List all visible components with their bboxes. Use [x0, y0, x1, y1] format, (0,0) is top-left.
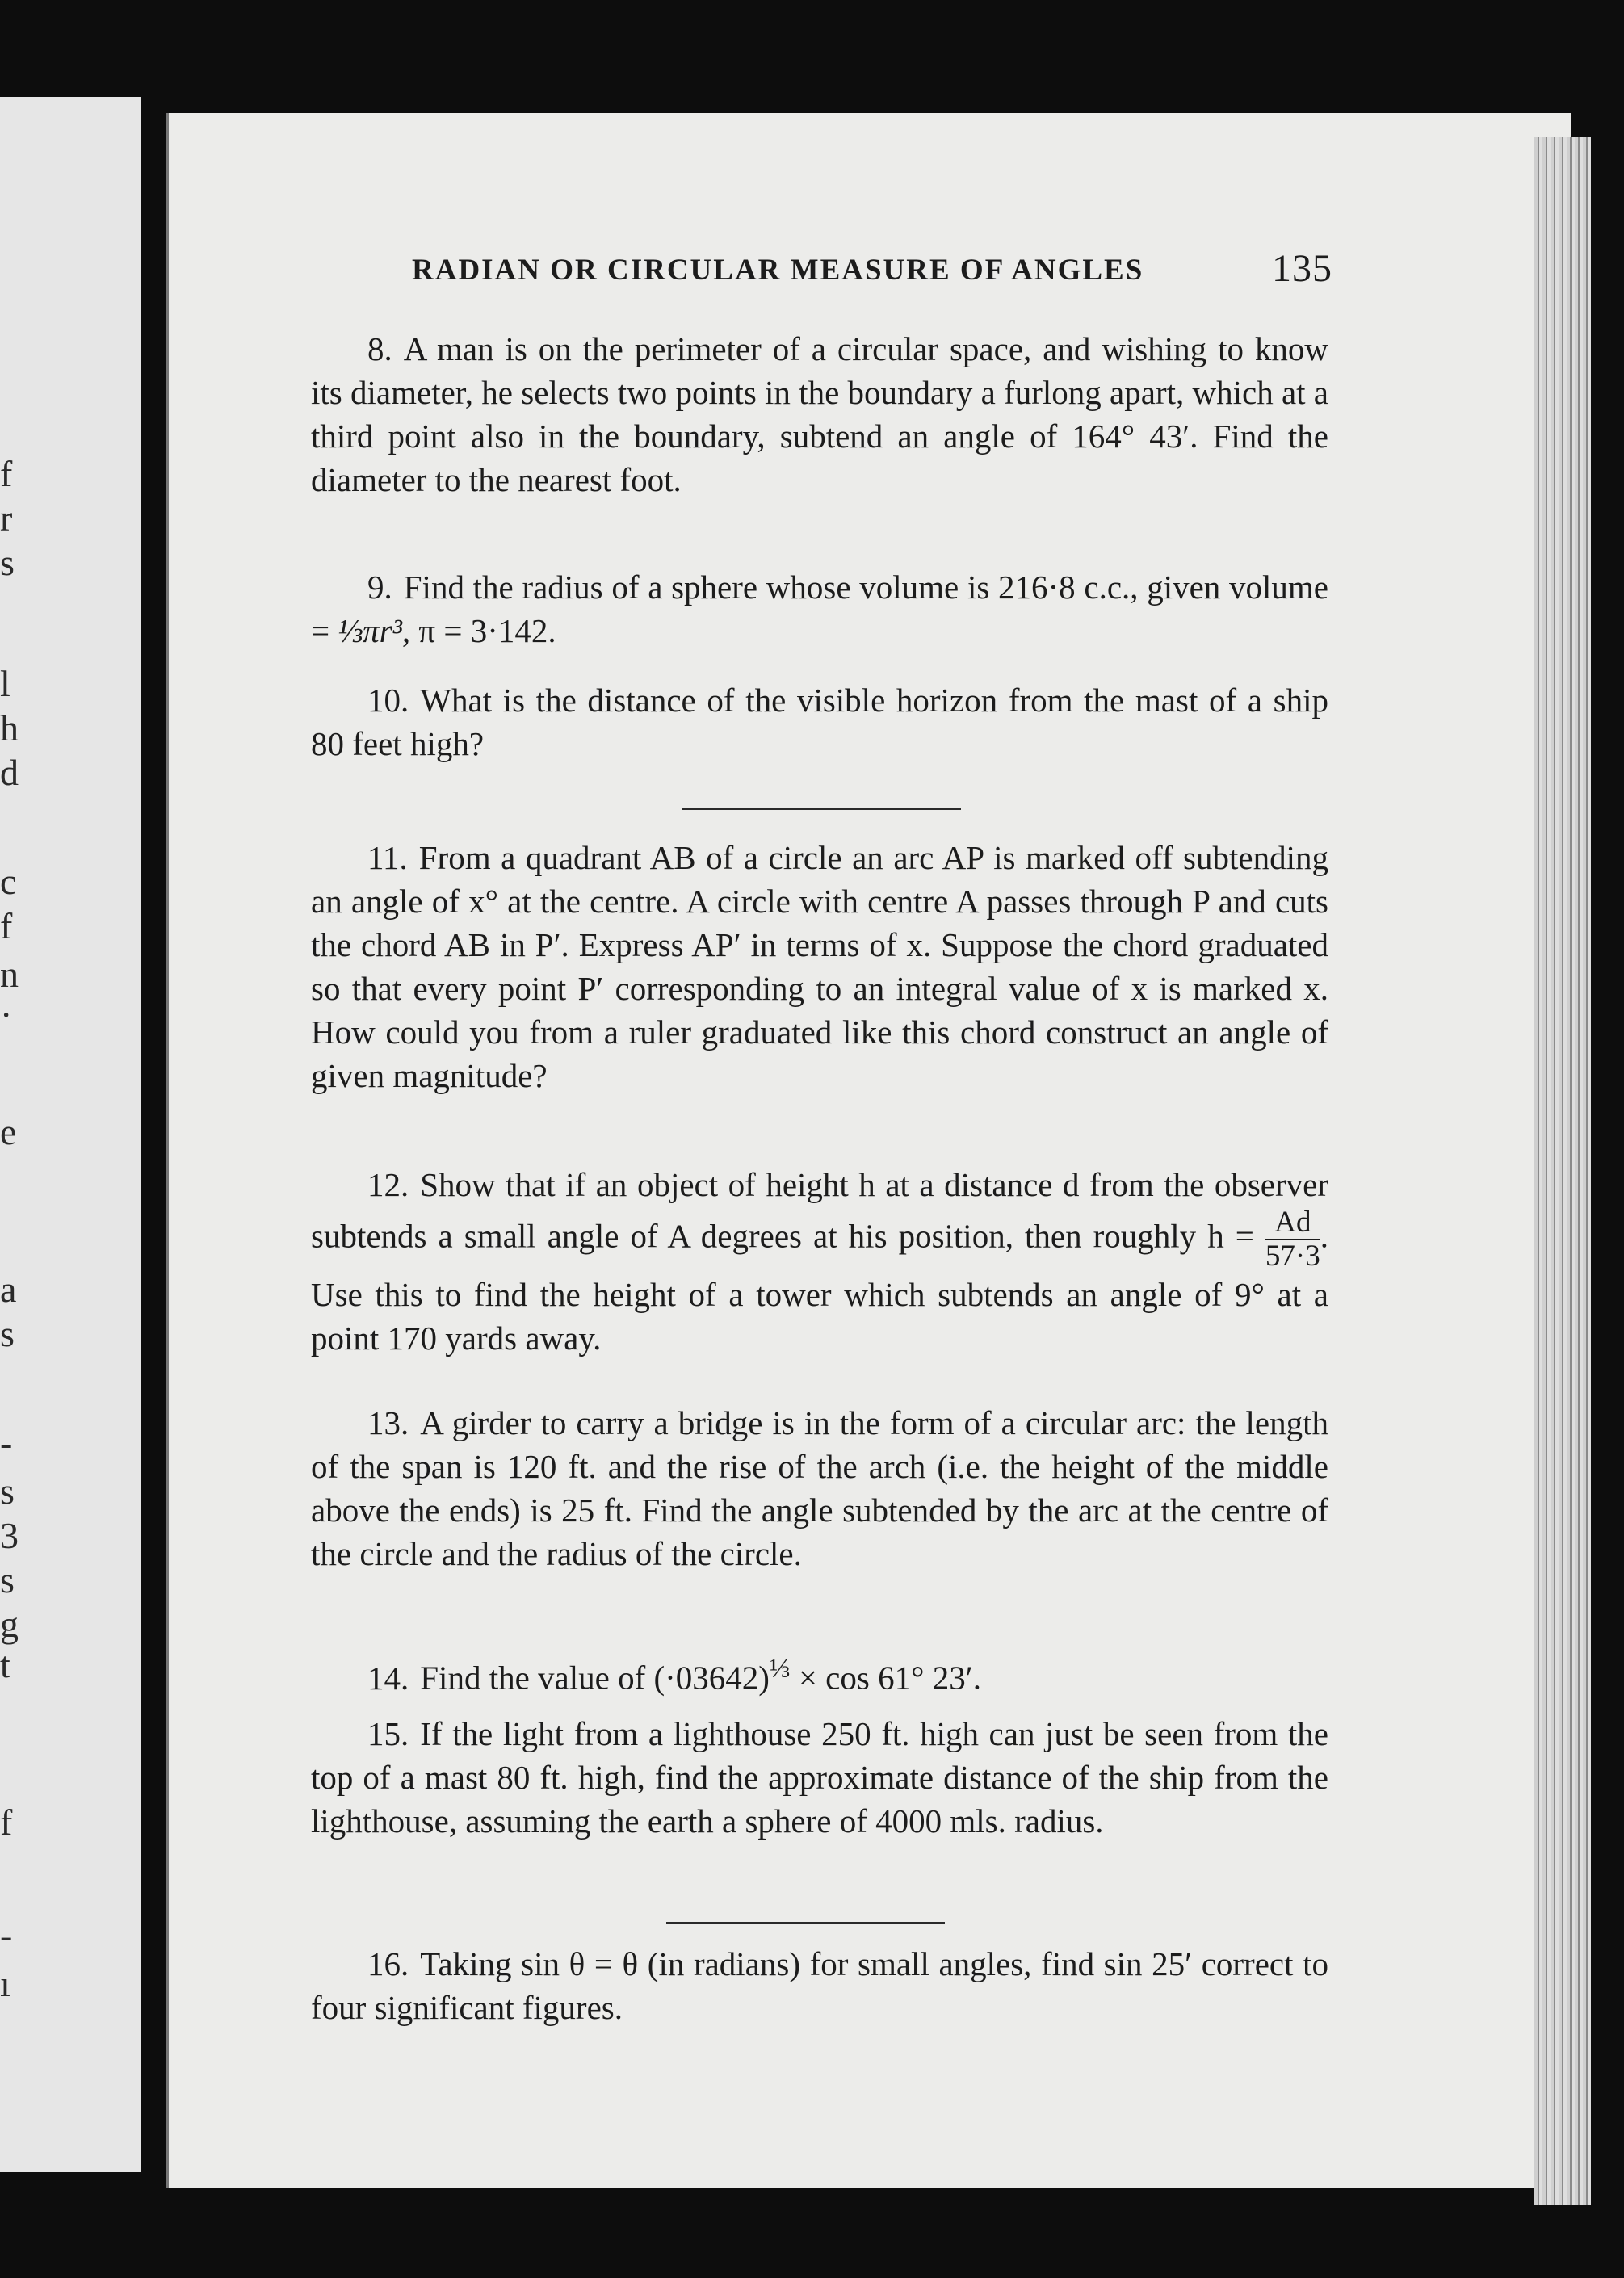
edge-letter: h: [0, 707, 19, 749]
problem-number: 9.: [367, 568, 392, 606]
problem-12: [311, 1163, 1328, 1360]
edge-letter: s: [0, 1470, 15, 1512]
page-edges: [1534, 137, 1591, 2205]
page-number: 135: [1272, 247, 1332, 290]
problem-text: A girder to carry a bridge is in the form of a circular arc: the length of the span is 120 ft. and the rise of the arch (i.e. the height of the middle above the ends) is 25 ft. Find the angle subtended by the arc at the centre of the circle and the radius of the circle.: [311, 1404, 1328, 1572]
edge-letter: c: [0, 861, 17, 902]
fraction-denominator: 57·3: [1265, 1240, 1320, 1273]
edge-letter: g: [0, 1604, 19, 1645]
edge-letter: s: [0, 542, 15, 583]
edge-letter: t: [0, 1644, 10, 1685]
edge-letter: s: [0, 1559, 15, 1600]
facing-page: [0, 97, 141, 2172]
problem-number: 8.: [367, 330, 392, 367]
problem-number: 16.: [367, 1945, 409, 1982]
edge-letter: 3: [0, 1515, 19, 1556]
fraction: [1265, 1206, 1320, 1273]
problem-number: 10.: [367, 682, 409, 719]
edge-letter: d: [0, 752, 19, 793]
problem-14: [311, 1647, 1328, 1700]
problem-11: [311, 836, 1328, 1097]
problem-text: Find the value of (·03642): [420, 1659, 770, 1697]
problem-text: Show that if an object of height h at a distance d from the observer subtends a small angle of A degrees at his position, then roughly h =: [311, 1166, 1328, 1255]
problem-9: [311, 565, 1328, 652]
edge-letter: f: [0, 1802, 13, 1843]
edge-letter: e: [0, 1111, 17, 1152]
problem-number: 14.: [367, 1659, 409, 1697]
edge-letter: f: [0, 453, 13, 494]
problem-text: × cos 61° 23′.: [790, 1659, 981, 1697]
problem-10: [311, 678, 1328, 766]
problem-8: [311, 327, 1328, 501]
edge-letter: r: [0, 497, 13, 539]
problem-number: 11.: [367, 839, 408, 876]
exponent: ⅓: [769, 1654, 791, 1684]
problem-13: [311, 1401, 1328, 1575]
edge-letter: s: [0, 1313, 15, 1354]
edge-letter: f: [0, 905, 13, 946]
problem-text: . Use this to find the height of a tower which subtends an angle of 9° at a point 170 yards away.: [311, 1217, 1328, 1357]
edge-letter: ·: [0, 994, 13, 1035]
problem-text: A man is on the perimeter of a circular space, and wishing to know its diameter, he selects two points in the boundary a furlong apart, which at a third point also in the boundary, subtend an angle of 164° 43′. Find the diameter to the nearest foot.: [311, 330, 1328, 498]
problem-text: What is the distance of the visible horizon from the mast of a ship 80 feet high?: [311, 682, 1328, 762]
edge-letter: -: [0, 1915, 13, 1956]
fraction-numerator: Ad: [1265, 1206, 1320, 1240]
problem-text: If the light from a lighthouse 250 ft. high can just be seen from the top of a mast 80 ft. high, find the approximate distance of the ship from the lighthouse, assuming the earth a sphere of 4000 mls. radius.: [311, 1715, 1328, 1840]
edge-letter: -: [0, 1422, 13, 1463]
edge-letter: ı: [0, 1963, 10, 2004]
facing-page-edge-text: [0, 97, 32, 2172]
edge-letter: l: [0, 663, 10, 704]
problem-text: Taking sin θ = θ (in radians) for small angles, find sin 25′ correct to four significant figures.: [311, 1945, 1328, 2026]
problem-number: 12.: [367, 1166, 409, 1203]
problem-number: 15.: [367, 1715, 409, 1752]
section-divider: [682, 808, 961, 810]
problem-number: 13.: [367, 1404, 409, 1441]
section-divider: [666, 1922, 945, 1924]
problem-16: [311, 1942, 1328, 2029]
edge-letter: n: [0, 954, 19, 995]
running-title: RADIAN OR CIRCULAR MEASURE OF ANGLES: [412, 254, 1144, 287]
problem-text: , π = 3·142.: [401, 612, 556, 649]
problem-text: Find the radius of a sphere whose volume is 216·8 c.c., given volume =: [311, 568, 1328, 649]
edge-letter: a: [0, 1269, 17, 1310]
volume-formula: ⅓πr³: [338, 612, 402, 649]
problem-text: From a quadrant AB of a circle an arc AP is marked off subtending an angle of x° at the centre. A circle with centre A passes through P and cuts the chord AB in P′. Express AP′ in terms of x. Suppose the chord graduated so that every point P′ corresponding to an integral value of x is marked x. How could you from a ruler graduated like this chord construct an angle of given magnitude?: [311, 839, 1328, 1094]
problem-15: [311, 1712, 1328, 1843]
